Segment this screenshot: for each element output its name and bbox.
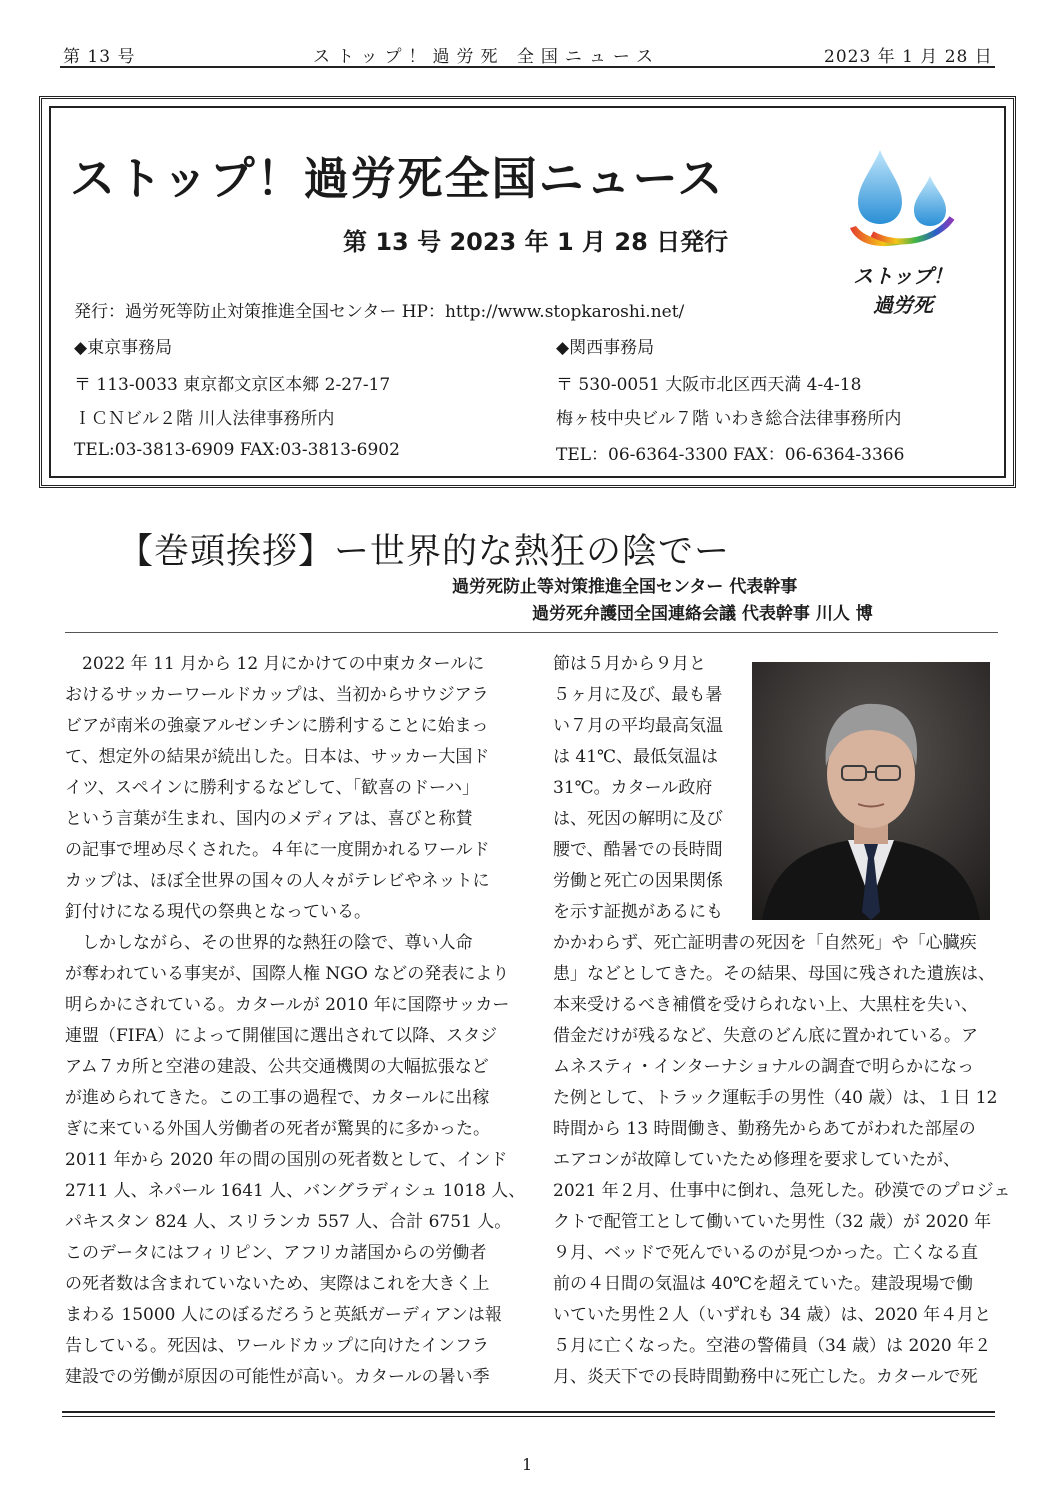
kansai-office-contact: TEL：06-6364-3300 FAX：06-6364-3366: [556, 445, 905, 465]
text-line: 釘付けになる現代の祭典となっている。: [65, 902, 371, 922]
text-line: かかわらず、死亡証明書の死因を「自然死」や「心臓疾: [553, 933, 977, 953]
text-line: は 41℃、最低気温は: [553, 747, 719, 767]
text-line: 月、炎天下での長時間勤務中に死亡した。カタールで死: [553, 1367, 978, 1387]
text-line: カップは、ほぼ全世界の国々の人々がテレビやネットに: [65, 871, 490, 891]
text-line: 前の４日間の気温は 40℃を超えていた。建設現場で働: [553, 1274, 974, 1294]
text-line: おけるサッカーワールドカップは、当初からサウジアラ: [65, 685, 489, 705]
text-line: は、死因の解明に及び: [553, 809, 723, 829]
kansai-office-heading: ◆関西事務局: [556, 338, 655, 358]
text-line: ５ヶ月に及び、最も暑: [553, 685, 723, 705]
text-line: ぎに来ている外国人労働者の死者が驚異的に多かった。: [65, 1119, 490, 1139]
text-line: の死者数は含まれていないため、実際はこれを大きく上: [65, 1274, 490, 1294]
text-line: て、想定外の結果が続出した。日本は、サッカー大国ド: [65, 747, 490, 767]
footer-rule-thin: [62, 1416, 995, 1417]
text-line: 2021 年２月、仕事中に倒れ、急死した。砂漠でのプロジェ: [553, 1181, 1011, 1201]
text-line: 明らかにされている。カタールが 2010 年に国際サッカー: [65, 995, 510, 1015]
text-line: が進められてきた。この工事の過程で、カタールに出稼: [65, 1088, 490, 1108]
text-line: 腰で、酷暑での長時間: [553, 840, 723, 860]
issue-line: 第 13 号 2023 年 1 月 28 日発行: [343, 228, 729, 256]
text-line: 本来受けるべき補償を受けられない上、大黒柱を失い、: [553, 995, 978, 1015]
text-line: このデータにはフィリピン、アフリカ諸国からの労働者: [65, 1243, 487, 1263]
text-line: ビアが南米の強豪アルゼンチンに勝利することに始まっ: [65, 716, 489, 736]
tokyo-office-contact: TEL:03-3813-6909 FAX:03-3813-6902: [74, 440, 400, 460]
text-line: 時間から 13 時間働き、勤務先からあてがわれた部屋の: [553, 1119, 976, 1139]
portrait-photo: [752, 662, 990, 920]
article-title: 【巻頭挨拶】ー世界的な熱狂の陰でー: [118, 532, 731, 572]
text-line: 労働と死亡の因果関係: [553, 871, 723, 891]
water-drops-logo-icon: [842, 146, 964, 316]
text-line: アム７カ所と空港の建設、公共交通機関の大幅拡張など: [65, 1057, 489, 1077]
byline-author: 過労死弁護団全国連絡会議 代表幹事 川人 博: [532, 604, 873, 624]
text-line: 2022 年 11 月から 12 月にかけての中東カタールに: [65, 654, 485, 674]
text-line: の記事で埋め尽くされた。４年に一度開かれるワールド: [65, 840, 490, 860]
text-line: ９月、ベッドで死んでいるのが見つかった。亡くなる直: [553, 1243, 978, 1263]
text-line: クトで配管工として働いていた男性（32 歳）が 2020 年: [553, 1212, 992, 1232]
text-line: 2011 年から 2020 年の間の国別の死者数として、インド: [65, 1150, 508, 1170]
tokyo-office-building: ＩＣＮビル２階 川人法律事務所内: [74, 409, 335, 429]
text-line: ５月に亡くなった。空港の警備員（34 歳）は 2020 年２: [553, 1336, 992, 1356]
text-line: まわる 15000 人にのぼるだろうと英紙ガーディアンは報: [65, 1305, 502, 1325]
text-line: 告している。死因は、ワールドカップに向けたインフラ: [65, 1336, 489, 1356]
text-line: 患」などとしてきた。その結果、母国に残された遺族は、: [553, 964, 995, 984]
text-line: ムネスティ・インターナショナルの調査で明らかになっ: [553, 1057, 975, 1077]
text-line: 2711 人、ネパール 1641 人、バングラディシュ 1018 人、: [65, 1181, 526, 1201]
header-rule: [60, 66, 995, 68]
newsletter-title: ストップ！過労死全国ニュース: [70, 152, 725, 205]
text-line: 連盟（FIFA）によって開催国に選出されて以降、スタジ: [65, 1026, 498, 1046]
byline-organization: 過労死防止等対策推進全国センター 代表幹事: [452, 577, 798, 597]
text-line: 建設での労働が原因の可能性が高い。カタールの暑い季: [65, 1367, 490, 1387]
text-line: イツ、スペインに勝利するなどして、「歓喜のドーハ」: [65, 778, 480, 798]
text-line: 節は５月から９月と: [553, 654, 706, 674]
text-line: いていた男性２人（いずれも 34 歳）は、2020 年４月と: [553, 1305, 992, 1325]
text-line: を示す証拠があるにも: [553, 902, 723, 922]
text-line: が奪われている事実が、国際人権 NGO などの発表により: [65, 964, 510, 984]
footer-rule: [62, 1411, 995, 1413]
logo-text-line1: ストップ！: [853, 264, 953, 288]
tokyo-office-heading: ◆東京事務局: [74, 338, 173, 358]
text-line: エアコンが故障していたため修理を要求していたが、: [553, 1150, 961, 1170]
text-line: 借金だけが残るなど、失意のどん底に置かれている。ア: [553, 1026, 978, 1046]
text-line: 31℃。カタール政府: [553, 778, 713, 798]
text-line: た例として、トラック運転手の男性（40 歳）は、１日 12: [553, 1088, 998, 1108]
running-header-date: 2023 年 1 月 28 日: [824, 47, 993, 67]
kansai-office-building: 梅ヶ枝中央ビル７階 いわき総合法律事務所内: [556, 409, 902, 429]
text-line: パキスタン 824 人、スリランカ 557 人、合計 6751 人。: [65, 1212, 512, 1232]
running-header-title: ストップ！過労死 全国ニュース: [313, 47, 661, 67]
page-number: 1: [522, 1455, 533, 1474]
text-line: しかしながら、その世界的な熱狂の陰で、尊い人命: [65, 933, 473, 953]
text-line: という言葉が生まれ、国内のメディアは、喜びと称賛: [65, 809, 473, 829]
kansai-office-address: 〒 530-0051 大阪市北区西天満 4-4-18: [556, 375, 862, 395]
tokyo-office-address: 〒 113-0033 東京都文京区本郷 2-27-17: [74, 375, 391, 395]
logo-text-line2: 過労死: [873, 293, 933, 317]
text-line: い７月の平均最高気温: [553, 716, 723, 736]
title-rule: [65, 632, 998, 633]
running-header-issue: 第 13 号: [63, 47, 136, 67]
publisher-line: 発行：過労死等防止対策推進全国センター HP：http://www.stopkaroshi.net/: [74, 302, 685, 322]
